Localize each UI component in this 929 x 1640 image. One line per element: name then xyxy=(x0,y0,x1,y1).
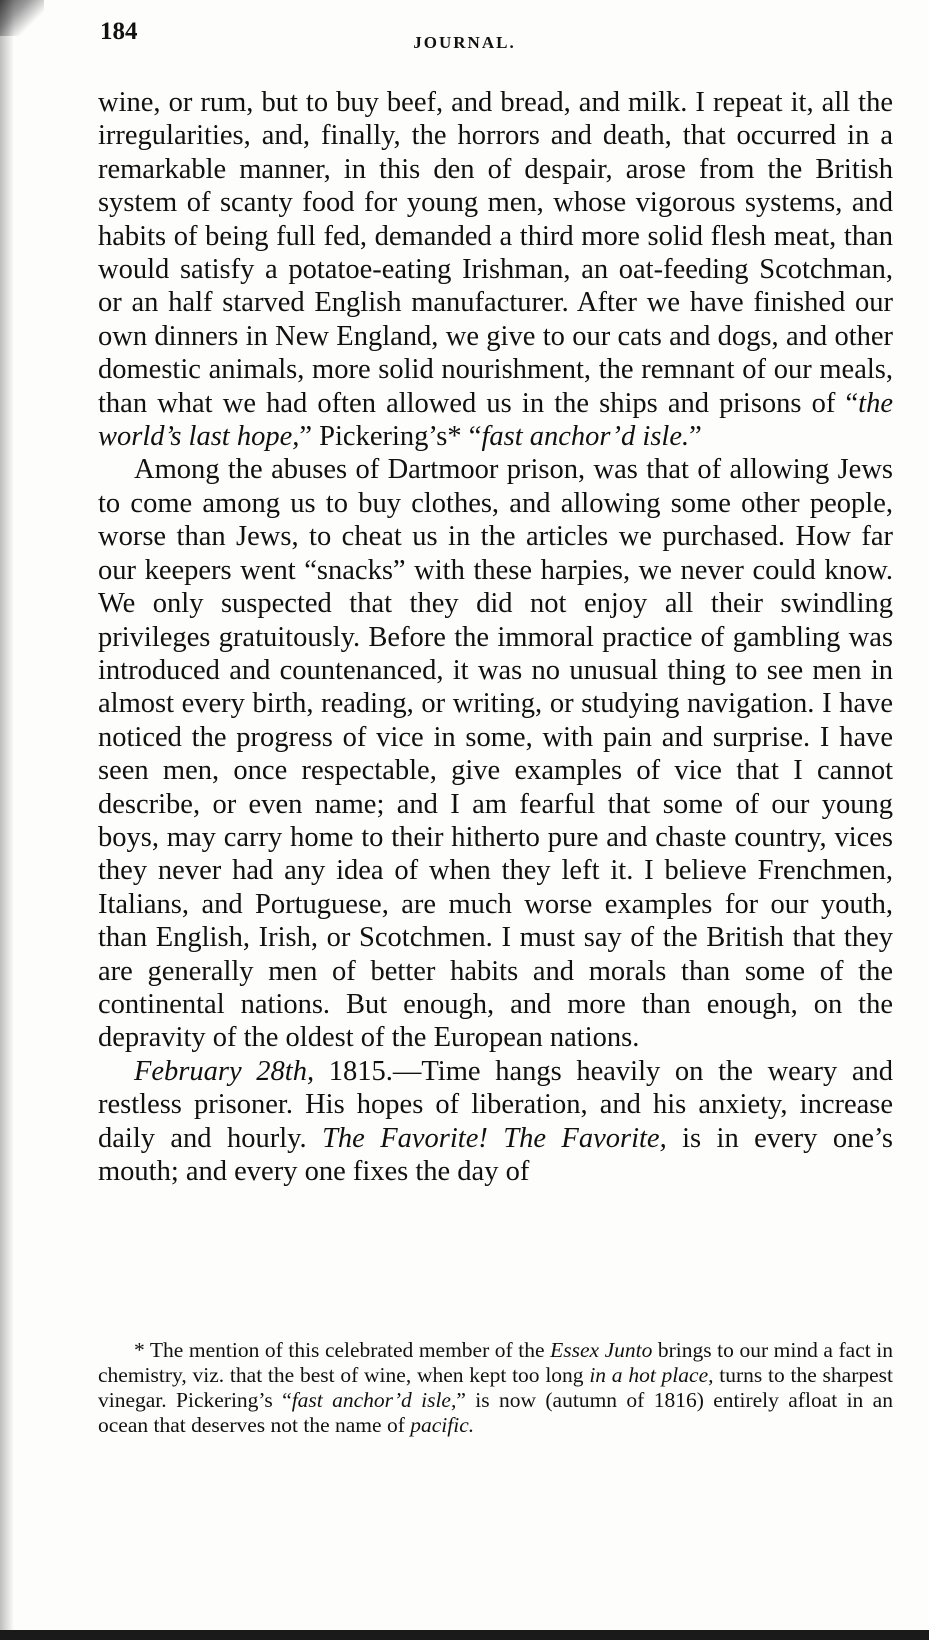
running-title: JOURNAL. xyxy=(413,33,516,52)
paragraph-continuation: wine, or rum, but to buy beef, and bread, and milk. I repeat it, all the irregularities, and, finally, the horrors and death, that occurred in a remarkable manner, in this den of despair, arose from the British system of scanty food for young men, whose vigorous systems, and habits of being full fed, demanded a third more solid flesh meat, than would satisfy a potatoe-eating Irishman, an oat-feeding Scotchman, or an half starved English manufacturer. After we have finished our own dinners in New England, we give to our cats and dogs, and other domestic animals, more solid nourishment, the remnant of our meals, than what we had often allowed us in the ships and prisons of “the world’s last hope,” Pickering’s* “fast anchor’d isle.” xyxy=(98,87,893,453)
footnote-text: * The mention of this celebrated member of the Essex Junto brings to our mind a fact in chemistry, viz. that the best of wine, when kept too long in a hot place, turns to the sharpest vinegar. Pickering’s “fast anchor’d isle,” is now (autumn of 1816) entirely afloat in an ocean that deserves not the name of pacific. xyxy=(98,1338,893,1437)
page-number: 184 xyxy=(100,18,138,45)
footnote xyxy=(98,1338,893,1438)
paragraph-february-entry: February 28th, 1815.—Time hangs heavily on the weary and restless prisoner. His hopes of liberation, and his anxiety, increase daily and hourly. The Favorite! The Favorite, is in every one’s mouth; and every one fixes the day of xyxy=(98,1055,894,1187)
journal-date: February 28th, xyxy=(134,1055,315,1087)
the-favorite-phrase: The Favorite! The Favorite, xyxy=(322,1122,667,1154)
page-edge-shadow xyxy=(0,0,14,1640)
quote-worlds-last-hope: the world’s last hope, xyxy=(98,387,893,453)
main-text xyxy=(98,86,893,1188)
page-bottom-edge xyxy=(0,1630,929,1640)
paragraph-dartmoor-abuses: Among the abuses of Dartmoor prison, was that of allowing Jews to come among us to buy clothes, and allowing some other people, worse than Jews, to cheat us in the articles we purchased. How far our keepers went “snacks” with these harpies, we never could know. We only suspected that they did not enjoy all their swindling privileges gratuitously. Before the immoral practice of gambling was introduced and countenanced, it was no unusual thing to see men in almost every birth, reading, or writing, or studying navigation. I have noticed the progress of vice in some, with pain and surprise. I have seen men, once respectable, give examples of vice that I cannot describe, or even name; and I am fearful that some of our young boys, may carry home to their hitherto pure and chaste country, vices they never had any idea of when they left it. I believe Frenchmen, Italians, and Portuguese, are much worse examples for our youth, than English, Irish, or Scotchmen. I must say of the British that they are generally men of better habits and morals than some of the continental nations. But enough, and more than enough, on the depravity of the oldest of the European nations. xyxy=(98,454,893,1054)
quote-fast-anchord-isle: fast anchor’d isle. xyxy=(481,421,690,453)
